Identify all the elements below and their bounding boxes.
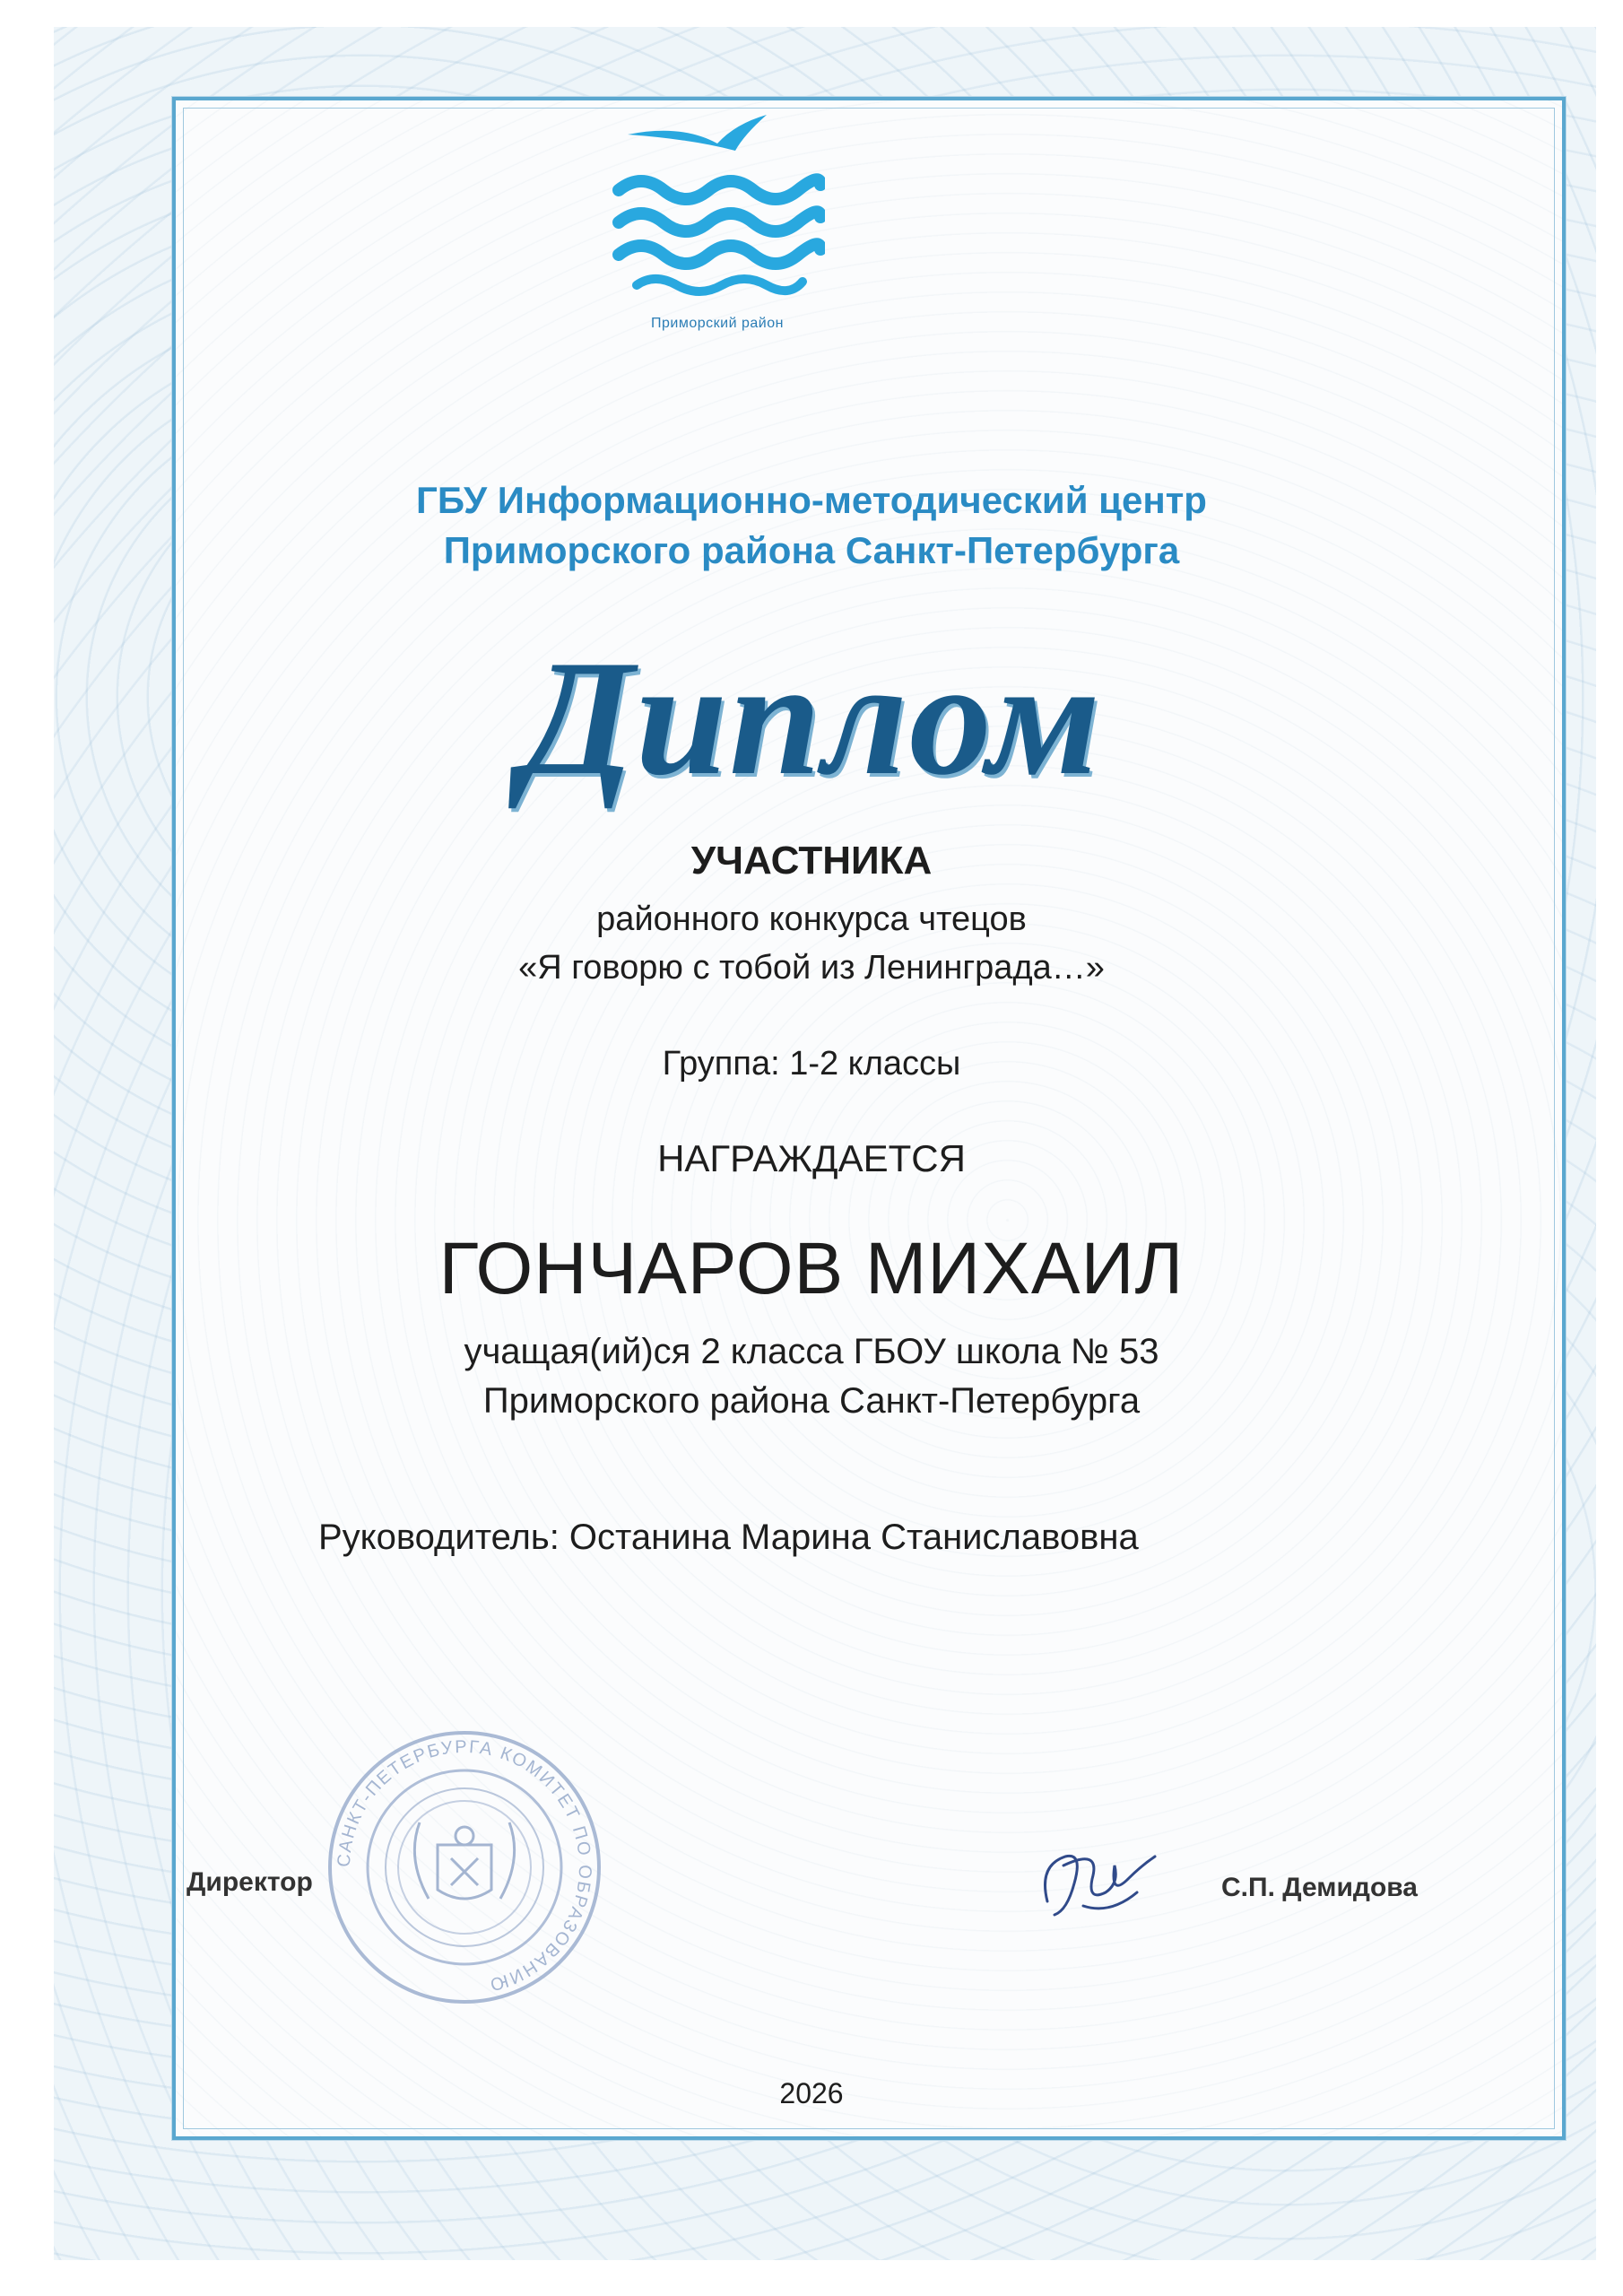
contest-name-line-1: районного конкурса чтецов bbox=[596, 900, 1027, 938]
organization-name bbox=[0, 475, 1623, 576]
seal-text: САНКТ-ПЕТЕРБУРГА КОМИТЕТ ПО ОБРАЗОВАНИЮ bbox=[334, 1736, 595, 1996]
awarded-label: НАГРАЖДАЕТСЯ bbox=[657, 1137, 966, 1179]
svg-text:САНКТ-ПЕТЕРБУРГА КОМИТЕТ ПО ОБ bbox=[334, 1737, 595, 1995]
organization-line-2: Приморского района Санкт-Петербурга bbox=[443, 529, 1180, 571]
diploma-subtitle: УЧАСТНИКА bbox=[690, 839, 933, 883]
director-label: Директор bbox=[187, 1867, 313, 1897]
issue-year: 2026 bbox=[779, 2077, 844, 2109]
supervisor: Руководитель: Останина Марина Станиславовна bbox=[318, 1518, 1139, 1557]
recipient-name: ГОНЧАРОВ МИХАИЛ bbox=[438, 1228, 1185, 1309]
primorsky-district-logo bbox=[610, 108, 825, 331]
diploma-title: Диплом bbox=[521, 626, 1102, 809]
director-signature-icon bbox=[1029, 1830, 1164, 1937]
director-name: С.П. Демидова bbox=[1221, 1873, 1418, 1902]
logo-caption: Приморский район bbox=[651, 316, 784, 331]
organization-line-1: ГБУ Информационно-методический центр bbox=[416, 479, 1207, 521]
participant-group: Группа: 1-2 классы bbox=[662, 1045, 961, 1083]
official-seal-icon bbox=[321, 1724, 608, 2011]
logo-waves-icon bbox=[610, 108, 825, 314]
recipient-school-line-2: Приморского района Санкт-Петербурга bbox=[482, 1381, 1141, 1421]
contest-name-line-2: «Я говорю с тобой из Ленинграда…» bbox=[518, 949, 1105, 987]
recipient-school-line-1: учащая(ий)ся 2 класса ГБОУ школа № 53 bbox=[464, 1332, 1159, 1371]
